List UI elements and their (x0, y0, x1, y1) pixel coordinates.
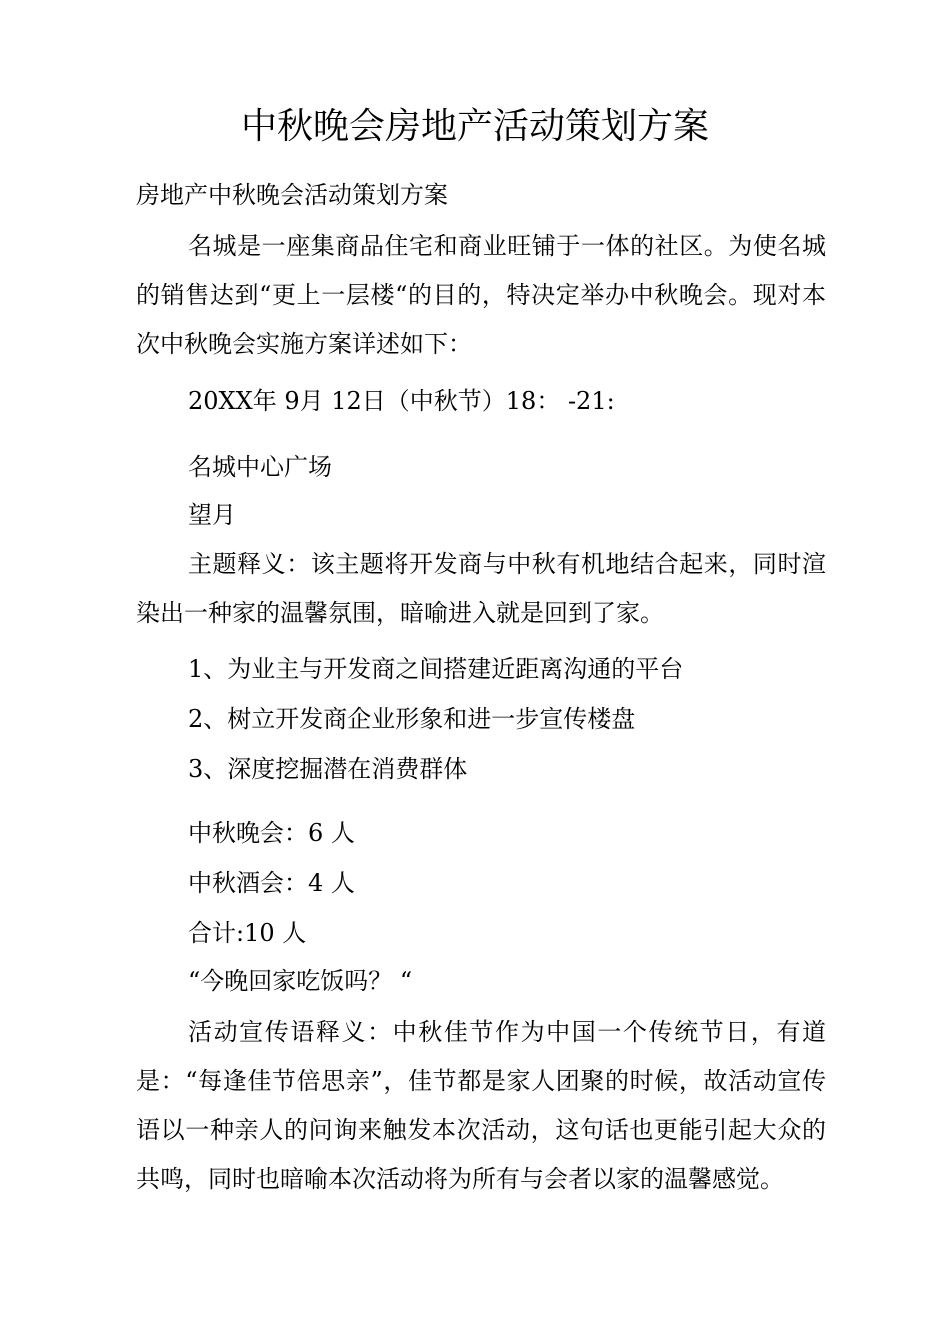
slogan-explanation: 活动宣传语释义：中秋佳节作为中国一个传统节日，有道是：“每逢佳节倍思亲”，佳节都是家人团聚的时候，故活动宣传语以一种亲人的问询来触发本次活动，这句话也更能引起大众的共鸣，同时也暗喻本次活动将为所有与会者以家的温馨感觉。 (136, 1018, 826, 1193)
event-location: 名城中心广场 (188, 453, 332, 481)
intro-paragraph: 名城是一座集商品住宅和商业旺铺于一体的社区。为使名城的销售达到“更上一层楼“的目的，特决定举办中秋晚会。现对本次中秋晚会实施方案详述如下： (136, 232, 826, 358)
staff-total: 合计:10 人 (188, 919, 307, 947)
theme-explanation: 主题释义：该主题将开发商与中秋有机地结合起来，同时渲染出一种家的温馨氛围，暗喻进入就是回到了家。 (136, 550, 826, 627)
staff-item: 中秋晚会：6 人 (188, 819, 355, 847)
event-theme: 望月 (188, 501, 236, 529)
staff-item: 中秋酒会：4 人 (188, 869, 355, 897)
event-time: 20XX年 9月 12日（中秋节）18： -21: (188, 387, 615, 415)
objective-item: 2、树立开发商企业形象和进一步宣传楼盘 (188, 705, 636, 733)
objective-item: 3、深度挖掘潜在消费群体 (188, 755, 468, 783)
document-subtitle: 房地产中秋晚会活动策划方案 (136, 181, 448, 209)
document-title: 中秋晚会房地产活动策划方案 (240, 106, 709, 147)
slogan: “今晚回家吃饭吗？ “ (188, 967, 413, 995)
objective-item: 1、为业主与开发商之间搭建近距离沟通的平台 (188, 655, 684, 683)
